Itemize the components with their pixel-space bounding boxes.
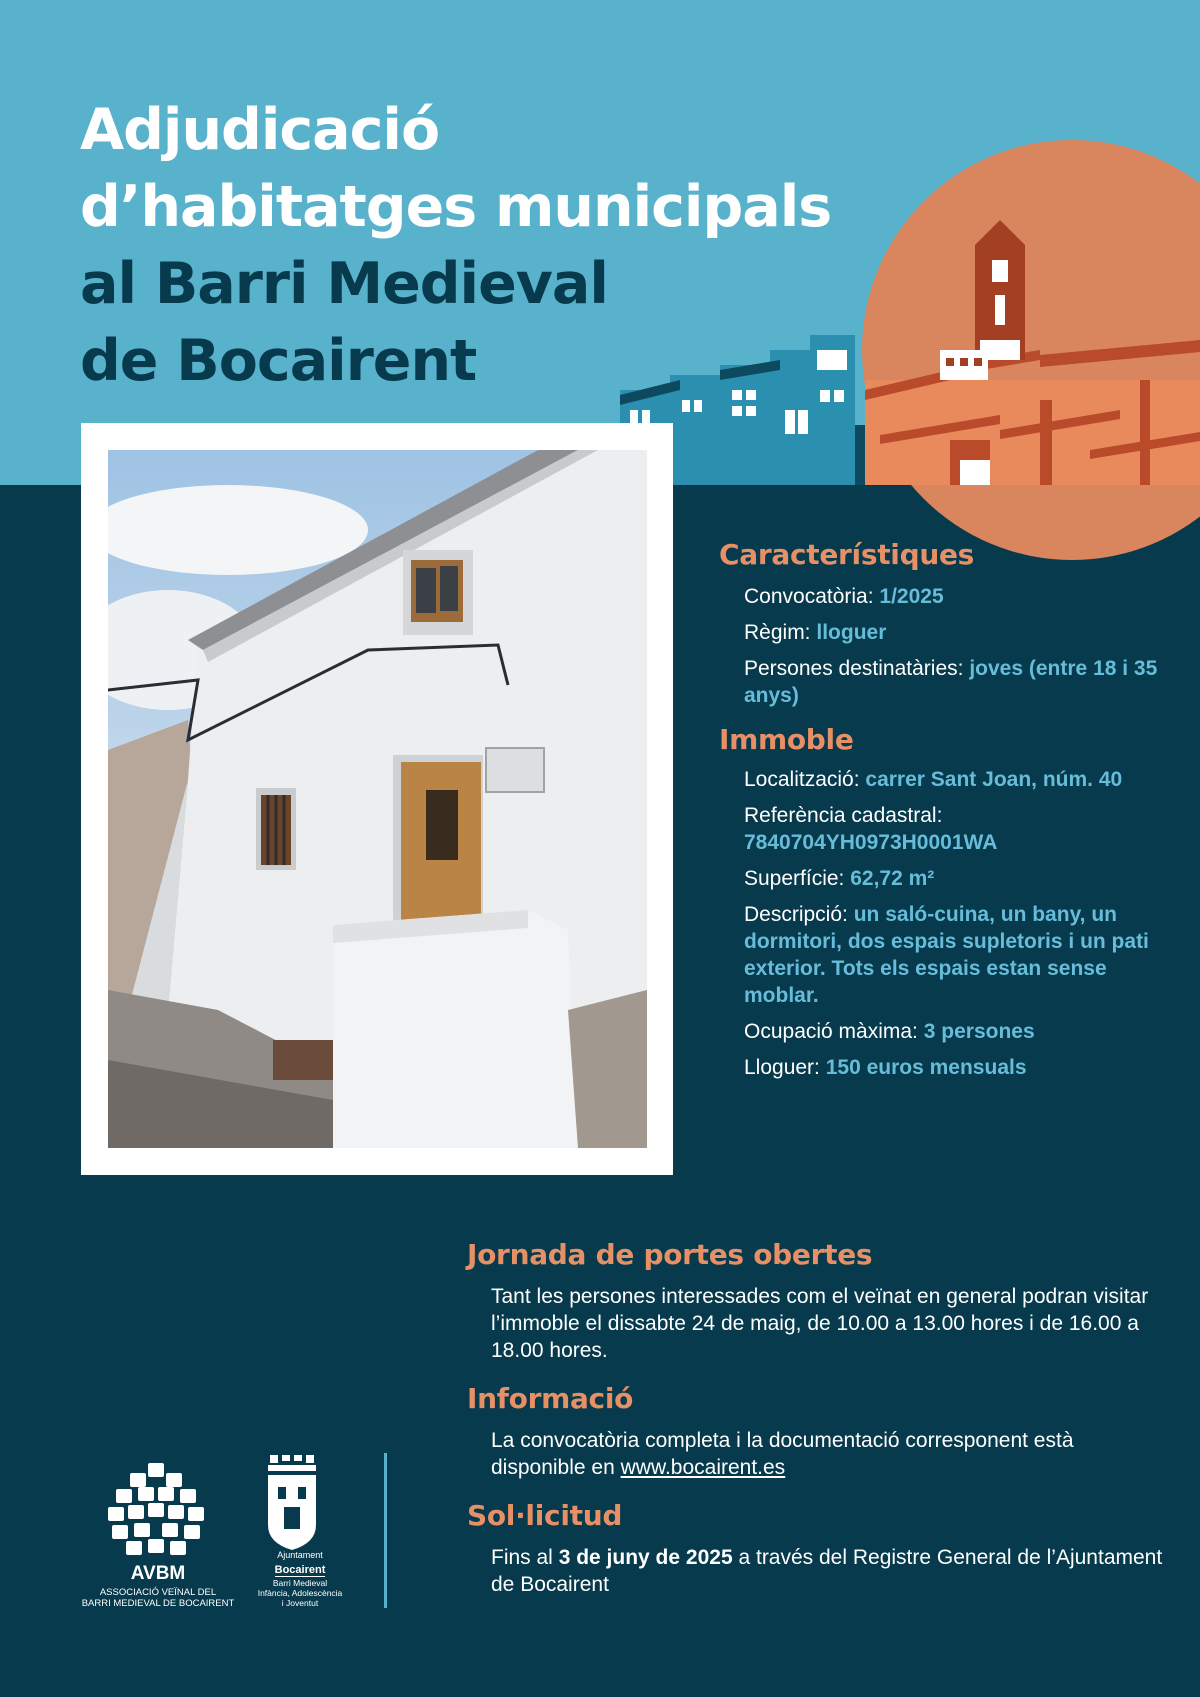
ajuntament-caption — [250, 1550, 350, 1608]
sollicitud-after: a través del Registre General de l’Ajuntament de Bocairent — [491, 1546, 1163, 1596]
jornada-text: Tant les persones interessades com el veïnat en general podran visitar l’immoble el dissabte 24 de maig, de 10.00 a 13.00 hores i de 16.00 a 18.00 hores. — [491, 1285, 1149, 1362]
regim-label: Règim: — [744, 621, 811, 644]
bocairent-website-link[interactable]: www.bocairent.es — [620, 1456, 786, 1479]
house-photo-frame — [81, 423, 673, 1175]
descripcio-value: un saló-cuina, un bany, un dormitori, dos espais supletoris i un pati exterior. Tots els espais estan sense moblar. — [744, 903, 1149, 1007]
superficie-value: 62,72 m² — [850, 867, 935, 890]
ajunt-line5: i Joventut — [281, 1598, 319, 1608]
regim-value: lloguer — [816, 621, 887, 644]
descripcio-field — [744, 901, 1159, 1009]
regim-field — [744, 619, 1159, 646]
informacio-body: La convocatòria completa i la documentació corresponent està disponible en — [491, 1429, 1074, 1479]
sollicitud-heading: Sol·licitud — [467, 1499, 623, 1532]
informacio-heading: Informació — [467, 1382, 634, 1415]
referencia-label: Referència cadastral: — [744, 804, 943, 827]
avbm-title: AVBM — [130, 1563, 186, 1584]
persones-label: Persones destinatàries: — [744, 657, 964, 680]
immoble-heading: Immoble — [719, 723, 854, 756]
convocatoria-field — [744, 583, 1159, 610]
title-line-1: Adjudicació — [80, 97, 440, 163]
referencia-field — [744, 802, 1159, 856]
title-line-4: de Bocairent — [80, 328, 477, 394]
ajunt-line1: Ajuntament — [277, 1550, 323, 1560]
title-line-3: al Barri Medieval — [80, 251, 608, 317]
ocupacio-label: Ocupació màxima: — [744, 1020, 918, 1043]
ajunt-line4: Infància, Adolescència — [257, 1588, 343, 1598]
convocatoria-label: Convocatòria: — [744, 585, 874, 608]
avbm-subtitle — [70, 1587, 246, 1609]
localitzacio-value: carrer Sant Joan, núm. 40 — [865, 768, 1123, 791]
house-photo — [108, 450, 647, 1148]
descripcio-label: Descripció: — [744, 903, 848, 926]
jornada-heading: Jornada de portes obertes — [467, 1238, 873, 1271]
persones-field — [744, 655, 1159, 709]
lloguer-value: 150 euros mensuals — [825, 1056, 1027, 1079]
localitzacio-label: Localització: — [744, 768, 860, 791]
logos-divider — [384, 1453, 387, 1608]
title-line-2: d’habitatges municipals — [80, 174, 832, 240]
bocairent-shield-icon — [268, 1455, 316, 1550]
convocatoria-value: 1/2025 — [879, 585, 944, 608]
avbm-sub-line1: ASSOCIACIÓ VEÏNAL DEL — [99, 1587, 217, 1598]
referencia-value: 7840704YH0973H0001WA — [744, 831, 998, 854]
persones-value: joves (entre 18 i 35 anys) — [744, 657, 1158, 707]
ocupacio-field — [744, 1018, 1159, 1045]
poster-title — [80, 92, 831, 400]
bottom-column — [467, 1238, 1167, 1608]
lloguer-label: Lloguer: — [744, 1056, 820, 1079]
localitzacio-field — [744, 766, 1159, 793]
sollicitud-date: 3 de juny de 2025 — [558, 1546, 733, 1569]
ajunt-line3: Barri Medieval — [272, 1578, 328, 1588]
avbm-logo-icon — [108, 1463, 204, 1555]
info-column — [719, 538, 1159, 1090]
ocupacio-value: 3 persones — [923, 1020, 1035, 1043]
caracteristiques-heading: Característiques — [719, 538, 975, 571]
superficie-field — [744, 865, 1159, 892]
superficie-label: Superfície: — [744, 867, 845, 890]
sollicitud-text — [491, 1544, 1167, 1598]
informacio-text — [491, 1427, 1167, 1481]
avbm-sub-line2: BARRI MEDIEVAL DE BOCAIRENT — [81, 1598, 235, 1609]
lloguer-field — [744, 1054, 1159, 1081]
ajunt-line2: Bocairent — [274, 1564, 326, 1576]
sollicitud-before: Fins al — [491, 1546, 553, 1569]
